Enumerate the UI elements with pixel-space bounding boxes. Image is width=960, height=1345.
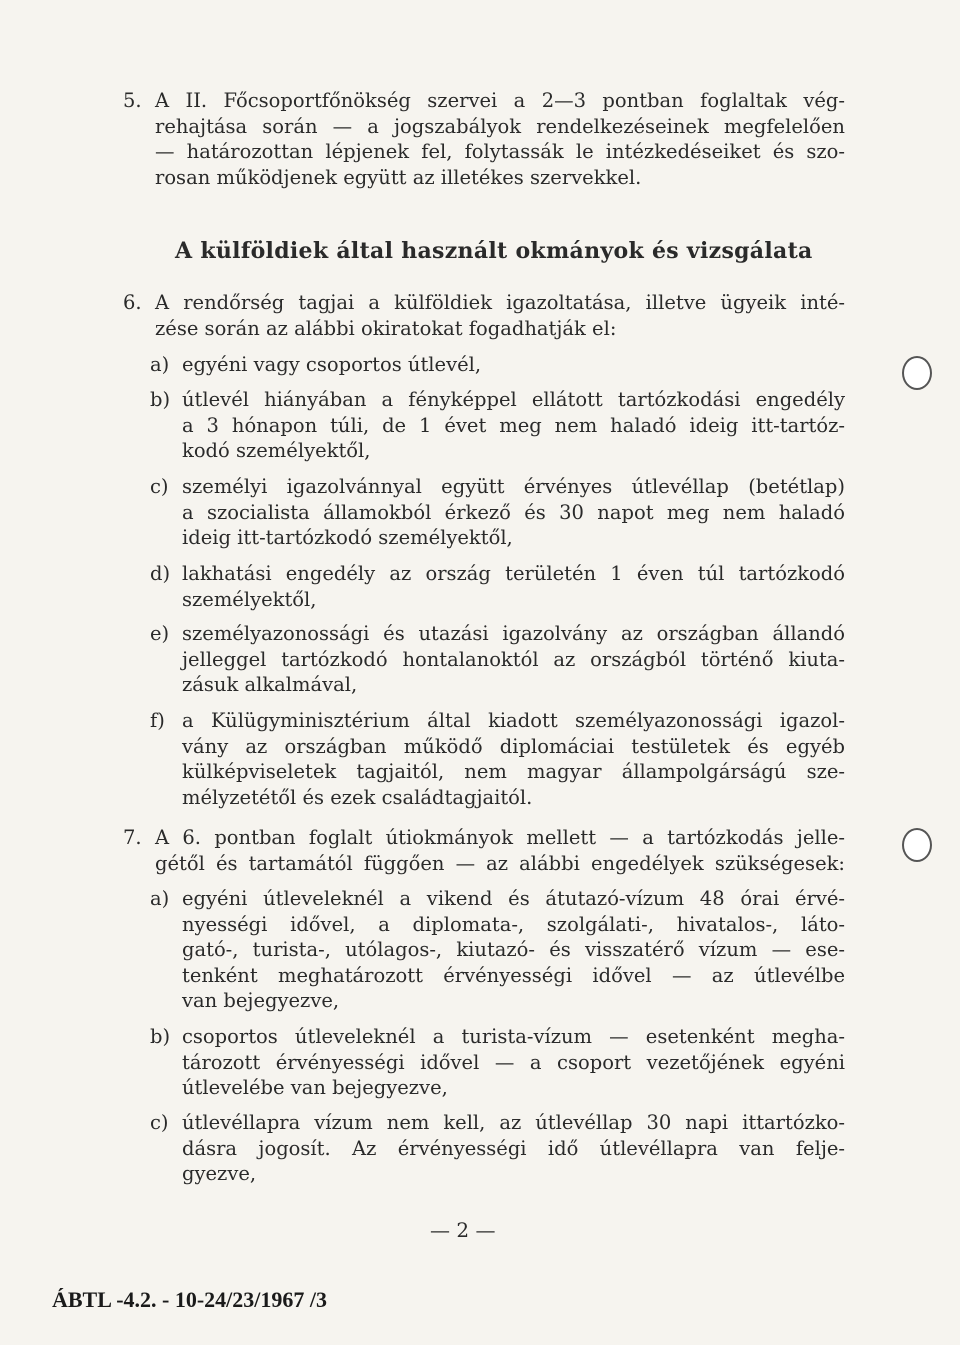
item-line: ideig itt-tartózkodó személyektől, [182,526,513,550]
paragraph-7 [155,825,845,876]
paragraph-line: gétől és tartamától függően — az alábbi engedélyek szükségesek: [155,851,845,875]
item-line: a szocialista államokból érkező és 30 napot meg nem haladó [182,500,845,524]
paragraph-6 [155,290,845,341]
punch-hole-lower [902,828,932,862]
list-item [182,1110,845,1187]
item-line: zásuk alkalmával, [182,673,358,697]
paragraph-line: A rendőrség tagjai a külföldiek igazoltatása, illetve ügyeik inté- [155,291,845,314]
item-label: a) [150,353,170,376]
item-line: útlevéllapra vízum nem kell, az útlevéllap 30 napi ittartózko- [182,1111,845,1134]
item-line: mélyzetétől és ezek családtagjaitól. [182,785,533,809]
paragraph-line: A 6. pontban foglalt útiokmányok mellett — a tartózkodás jelle- [155,826,845,849]
item-label: b) [150,388,171,411]
item-line: tenként meghatározott érvényességi idővel — az útlevélbe [182,963,845,987]
item-line: útlevél hiányában a fényképpel ellátott tartózkodási engedély [182,388,845,411]
list-item [182,352,845,378]
page-number: — 2 — [430,1218,496,1242]
paragraph-7-number: 7. [123,826,142,849]
item-label: b) [150,1025,171,1048]
item-label: d) [150,562,171,585]
item-line: útlevelébe van bejegyezve, [182,1076,448,1100]
item-line: személyektől, [182,587,317,611]
paragraph-5-number: 5. [123,89,142,112]
list-item [182,474,845,551]
list-item [182,708,845,810]
paragraph-line: A II. Főcsoportfőnökség szervei a 2—3 pontban foglaltak vég- [155,89,845,112]
item-line: vány az országban működő diplomáciai testületek és egyéb [182,734,845,758]
item-line: tározott érvényességi idővel — a csoport vezetőjének egyéni [182,1050,845,1074]
paragraph-line: zése során az alábbi okiratokat fogadhatják el: [155,316,617,340]
paragraph-line: — határozottan lépjenek fel, folytassák le intézkedéseiket és szo- [155,140,845,164]
item-line: gyezve, [182,1162,257,1186]
paragraph-5 [155,88,845,190]
section-heading: A külföldiek által használt okmányok és vizsgálata [175,238,813,264]
archive-reference: ÁBTL -4.2. - 10-24/23/1967 /3 [52,1287,328,1312]
item-line: külképviseletek tagjaitól, nem magyar állampolgárságú sze- [182,760,845,784]
item-line: személyazonossági és utazási igazolvány az országban állandó [182,622,845,645]
punch-hole-upper [902,356,932,390]
item-label: c) [150,1111,169,1134]
item-line: gató-, turista-, utólagos-, kiutazó- és visszatérő vízum — ese- [182,938,845,962]
item-label: f) [150,709,165,732]
item-line: a 3 hónapon túli, de 1 évet meg nem haladó ideig itt-tartóz- [182,413,845,437]
item-line: van bejegyezve, [182,989,340,1013]
item-line: személyi igazolvánnyal együtt érvényes útlevéllap (betétlap) [182,475,845,498]
list-item [182,886,845,1014]
item-line: a Külügyminisztérium által kiadott személyazonossági igazol- [182,709,845,732]
list-item [182,1024,845,1101]
paragraph-6-number: 6. [123,291,142,314]
item-line: csoportos útleveleknél a turista-vízum — esetenként megha- [182,1025,845,1048]
item-line: dásra jogosít. Az érvényességi idő útlevéllapra van felje- [182,1136,845,1160]
item-line: nyességi idővel, a diplomata-, szolgálati-, hivatalos-, láto- [182,912,845,936]
paragraph-line: rosan működjenek együtt az illetékes szervekkel. [155,165,642,189]
list-item [182,561,845,612]
item-label: e) [150,622,170,645]
list-item [182,621,845,698]
item-line: egyéni útleveleknél a vikend és átutazó-vízum 48 órai érvé- [182,887,845,910]
paragraph-line: rehajtása során — a jogszabályok rendelkezéseinek megfelelően [155,114,845,138]
item-line: jelleggel tartózkodó hontalanoktól az országból történő kiuta- [182,647,845,671]
item-line: kodó személyektől, [182,439,371,463]
item-label: a) [150,887,170,910]
item-line: egyéni vagy csoportos útlevél, [182,353,482,376]
list-item [182,387,845,464]
item-label: c) [150,475,169,498]
item-line: lakhatási engedély az ország területén 1 éven túl tartózkodó [182,562,845,585]
